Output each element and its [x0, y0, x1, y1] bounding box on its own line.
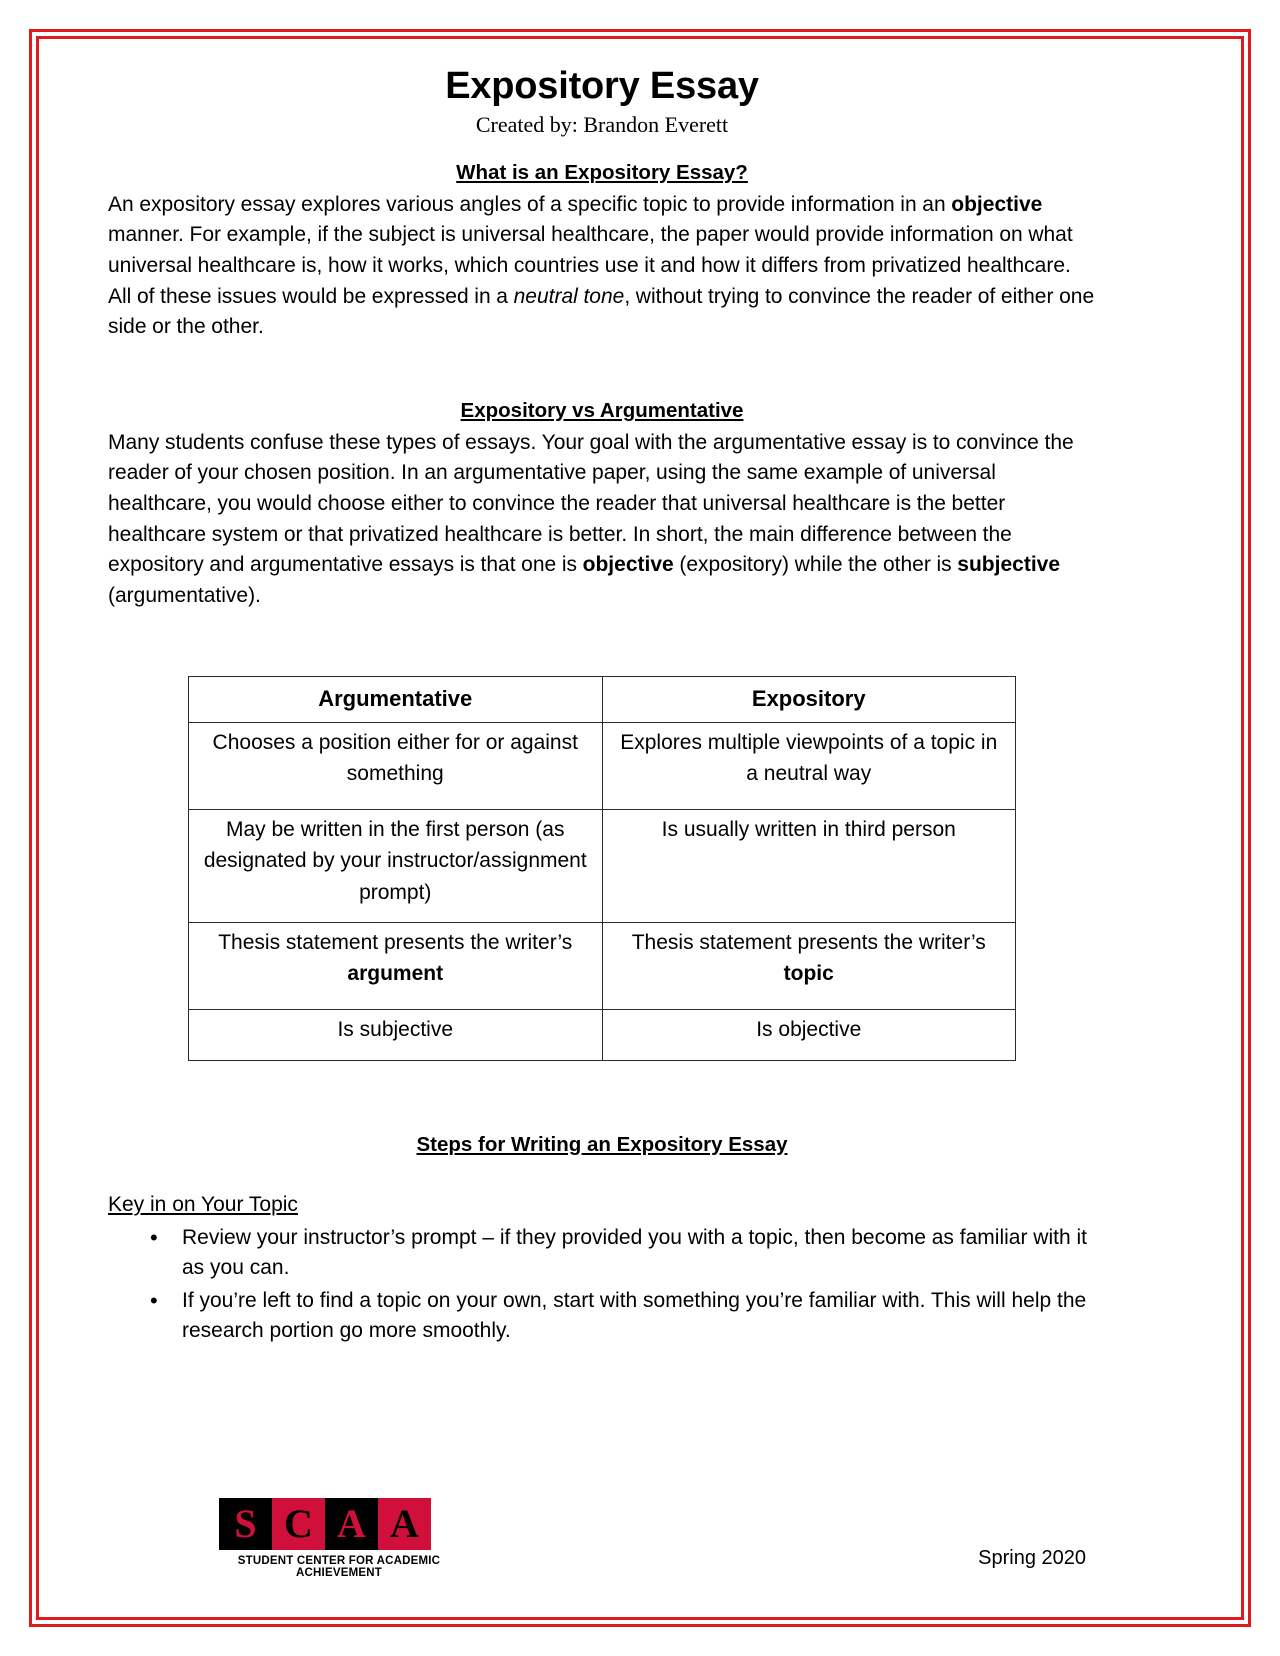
cell-text: Thesis statement presents the writer’s: [631, 930, 986, 954]
table-cell-right: [602, 809, 1016, 922]
cell-text: Is usually written in third person: [661, 817, 956, 841]
logo-letter-a1: A: [325, 1498, 378, 1550]
bullet-glyph-icon: •: [150, 1287, 158, 1313]
text-run: (expository) while the other is: [673, 553, 958, 577]
text-run-bold: subjective: [957, 553, 1061, 577]
table-cell-right: [602, 1009, 1016, 1060]
list-item-text: If you’re left to find a topic on your own, start with something you’re familiar with. This will help the research portion go more smoothly.: [182, 1288, 1087, 1343]
section-heading-what-is: What is an Expository Essay?: [456, 161, 748, 185]
comparison-table: [188, 676, 1016, 1061]
cell-text-bold: topic: [783, 962, 834, 986]
steps-bullet-list: [108, 1223, 1096, 1348]
cell-text: Explores multiple viewpoints of a topic in a neutral way: [620, 730, 998, 786]
cell-text: Is subjective: [337, 1017, 454, 1041]
spacer: [108, 137, 1096, 161]
cell-text: Chooses a position either for or against something: [212, 730, 578, 786]
logo-letter-a2: A: [378, 1498, 431, 1550]
text-run: An expository essay explores various angles of a specific topic to provide information in an: [108, 192, 952, 216]
document-content: [108, 66, 1096, 1349]
table-header-argumentative: Argumentative: [189, 676, 603, 722]
cell-text: May be written in the first person (as designated by your instructor/assignment prompt): [203, 817, 587, 904]
list-item: [108, 1223, 1096, 1284]
logo-tagline: STUDENT CENTER FOR ACADEMIC ACHIEVEMENT: [237, 1555, 441, 1579]
section-heading-steps: Steps for Writing an Expository Essay: [416, 1132, 788, 1156]
spacer: [108, 1157, 1096, 1191]
table-cell-left: [189, 722, 603, 809]
document-footer: [108, 1484, 1096, 1594]
table-cell-right: [602, 722, 1016, 809]
table-header-expository: Expository: [602, 676, 1016, 722]
steps-section: [108, 1061, 1096, 1348]
text-run-italic: neutral tone: [513, 284, 625, 308]
table-row: [189, 722, 1016, 809]
logo-letter-s: S: [219, 1498, 272, 1550]
subheading-key-in-on-your-topic: Key in on Your Topic: [108, 1193, 298, 1217]
cell-text: Is objective: [756, 1017, 862, 1041]
cell-text-bold: argument: [347, 962, 444, 986]
table-cell-left: [189, 1009, 603, 1060]
paragraph-what-is: [108, 190, 1096, 343]
logo-letter-c: C: [272, 1498, 325, 1550]
cell-text: Thesis statement presents the writer’s: [218, 930, 573, 954]
text-run: Many students confuse these types of essays. Your goal with the argumentative essay is to convince the reader of your chosen position. In an argumentative paper, using the same example of universal healthcare, you would choose either to convince the reader that universal healthcare is the better healthcare system or that privatized healthcare is better. In short, the main difference between the expository and argumentative essays is that one is: [108, 430, 1074, 577]
footer-term: Spring 2020: [978, 1547, 1086, 1569]
table-row: [189, 809, 1016, 922]
list-item-text: Review your instructor’s prompt – if they provided you with a topic, then become as familiar with it as you can.: [182, 1225, 1087, 1280]
table-header-row: [189, 676, 1016, 722]
text-run: , without trying to convince the reader of either one side or the other.: [108, 284, 1095, 339]
table-row: [189, 1009, 1016, 1060]
text-run-bold: objective: [951, 192, 1043, 216]
table-cell-right: [602, 922, 1016, 1009]
page-title: Expository Essay: [445, 65, 759, 107]
scaa-logo: [219, 1498, 459, 1579]
list-item: [108, 1286, 1096, 1347]
text-run: manner. For example, if the subject is universal healthcare, the paper would provide information on what universal healthcare is, how it works, which countries use it and how it differs from privatized healthcare. All of these issues would be expressed in a: [108, 223, 1073, 308]
author-byline: Created by: Brandon Everett: [475, 112, 729, 138]
spacer: [108, 343, 1096, 399]
section-heading-vs: Expository vs Argumentative: [460, 399, 744, 423]
text-run: (argumentative).: [108, 583, 261, 607]
logo-letter-row: [219, 1498, 431, 1550]
comparison-table-wrapper: [188, 612, 1016, 1061]
table-cell-left: [189, 809, 603, 922]
paragraph-vs: [108, 428, 1096, 612]
text-run-bold: objective: [582, 553, 674, 577]
bullet-glyph-icon: •: [150, 1224, 158, 1250]
table-cell-left: [189, 922, 603, 1009]
table-row: [189, 922, 1016, 1009]
